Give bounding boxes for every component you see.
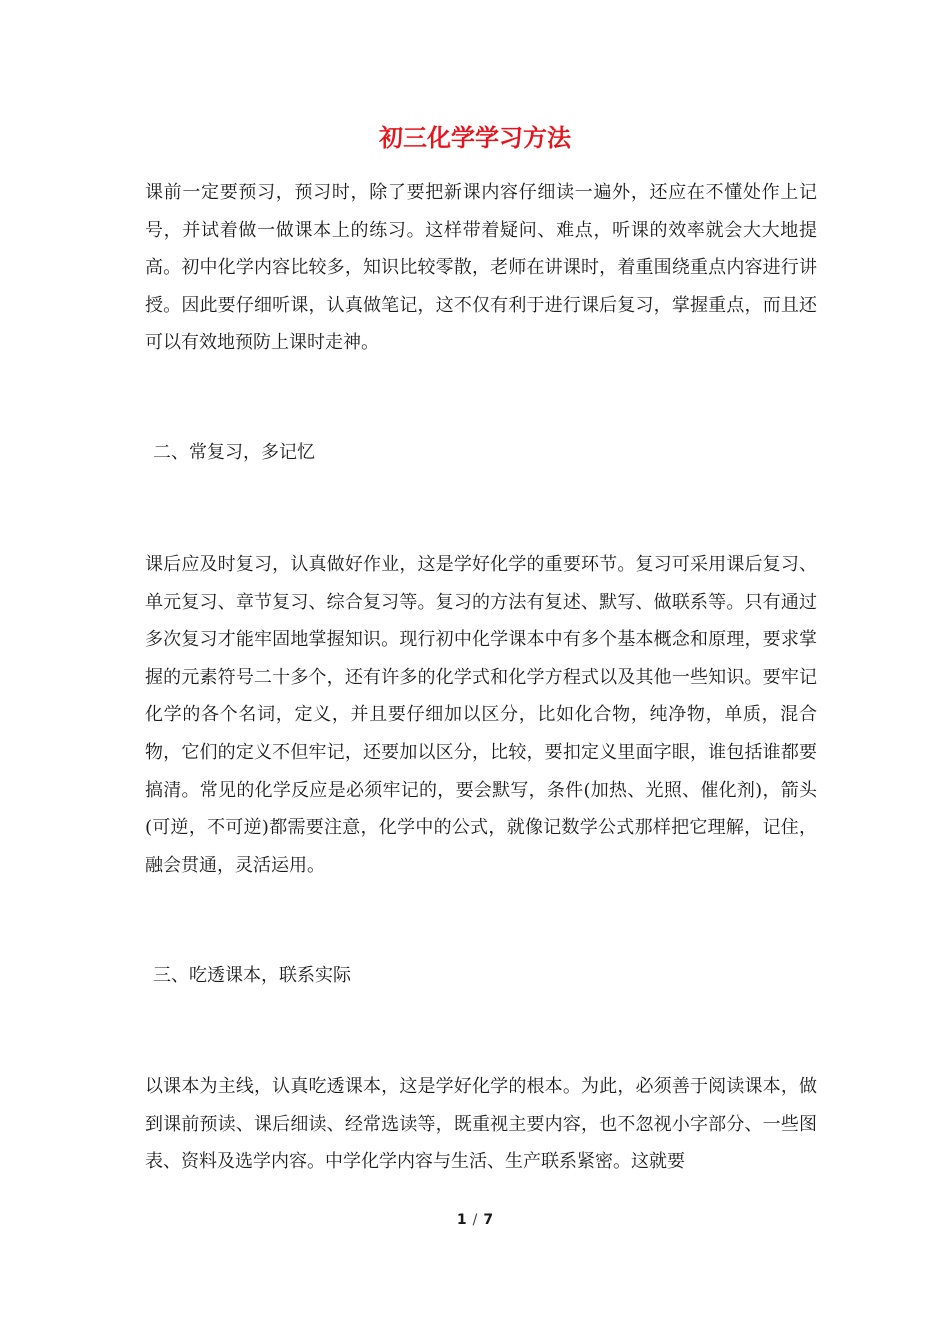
page-number: [0, 1212, 950, 1228]
section-heading-review: 二、常复习，多记忆: [153, 442, 315, 463]
page-total: 7: [483, 1212, 494, 1228]
textbook-paragraph: 以课本为主线，认真吃透课本，这是学好化学的根本。为此，必须善于阅读课本，做到课前预读、课后细读、经常选读等，既重视主要内容，也不忽视小字部分、一些图表、资料及选学内容。中学化学内容与生活、生产联系紧密。这就要: [145, 1076, 817, 1173]
page-separator: /: [472, 1212, 478, 1228]
intro-paragraph: 课前一定要预习，预习时，除了要把新课内容仔细读一遍外，还应在不懂处作上记号，并试着做一做课本上的练习。这样带着疑问、难点，听课的效率就会大大地提高。初中化学内容比较多，知识比较零散，老师在讲课时，着重围绕重点内容进行讲授。因此要仔细听课，认真做笔记，这不仅有利于进行课后复习，掌握重点，而且还可以有效地预防上课时走神。: [145, 182, 817, 354]
section-heading-textbook: 三、吃透课本，联系实际: [153, 965, 351, 986]
page-title: 初三化学学习方法: [379, 123, 571, 152]
page-current: 1: [456, 1212, 467, 1228]
review-paragraph: 课后应及时复习，认真做好作业，这是学好化学的重要环节。复习可采用课后复习、单元复习、章节复习、综合复习等。复习的方法有复述、默写、做联系等。只有通过多次复习才能牢固地掌握知识。现行初中化学课本中有多个基本概念和原理，要求掌握的元素符号二十多个，还有许多的化学式和化学方程式以及其他一些知识。要牢记化学的各个名词，定义，并且要仔细加以区分，比如化合物，纯净物，单质，混合物，它们的定义不但牢记，还要加以区分，比较，要扣定义里面字眼，谁包括谁都要搞清。常见的化学反应是必须牢记的，要会默写，条件(加热、光照、催化剂)，箭头(可逆，不可逆)都需要注意，化学中的公式，就像记数学公式那样把它理解，记住，融会贯通，灵活运用。: [145, 554, 817, 876]
